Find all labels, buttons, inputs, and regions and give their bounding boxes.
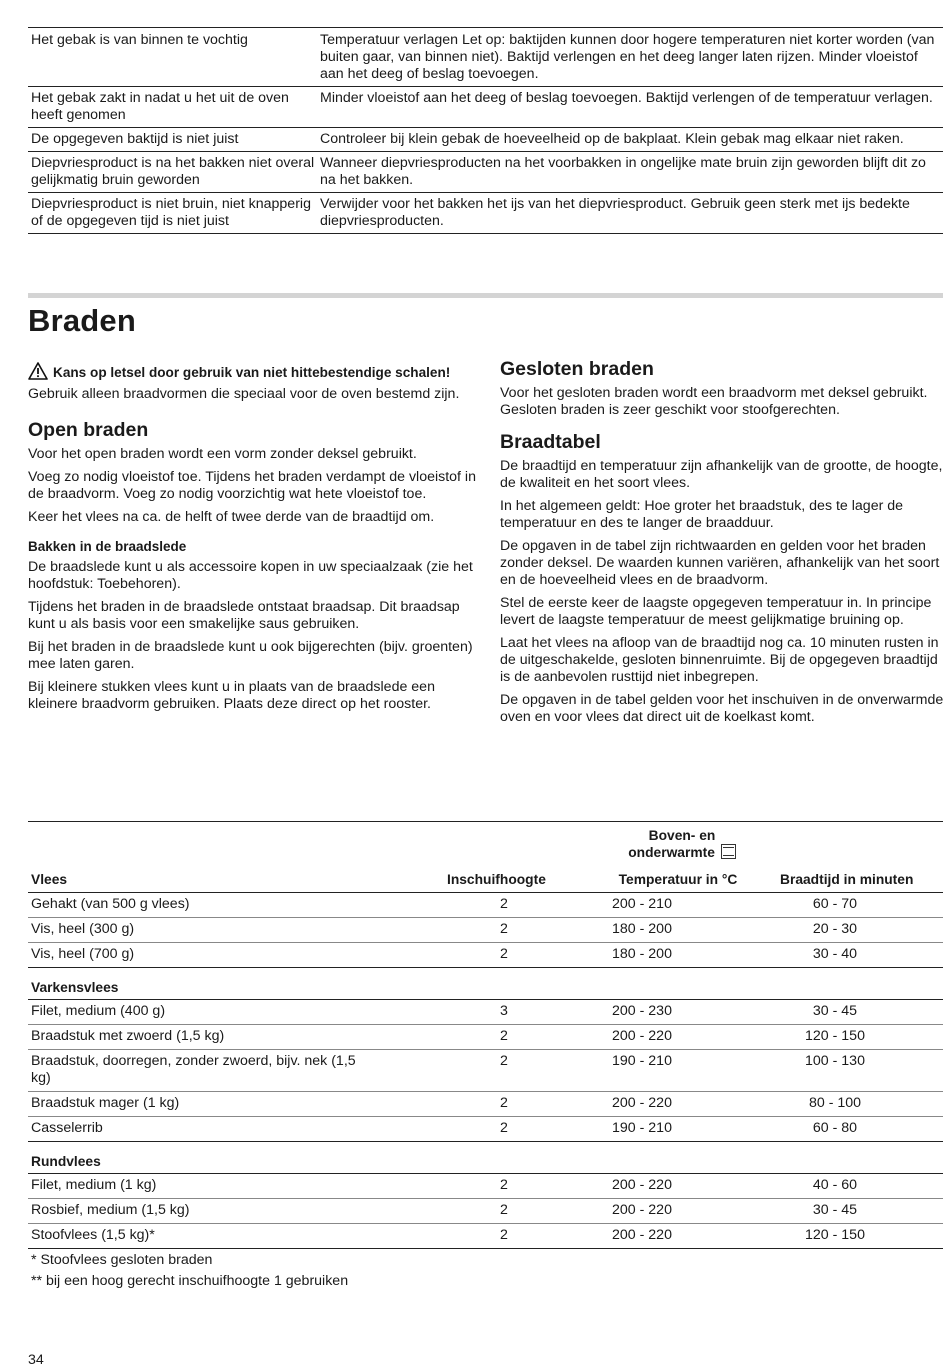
heating-mode-label: Boven- en onderwarmte bbox=[628, 828, 716, 860]
warning-text: Gebruik alleen braadvormen die speciaal voor de oven bestemd zijn. bbox=[28, 386, 460, 402]
meat-cell: Filet, medium (1 kg) bbox=[31, 1177, 157, 1193]
time-cell: 120 - 150 bbox=[805, 1028, 865, 1044]
shelf-cell: 2 bbox=[500, 946, 508, 962]
time-cell: 30 - 45 bbox=[812, 1202, 858, 1218]
meat-cell: Braadstuk mager (1 kg) bbox=[31, 1095, 180, 1111]
temperature-cell: 200 - 220 bbox=[612, 1202, 672, 1218]
temperature-cell: 200 - 220 bbox=[612, 1028, 672, 1044]
paragraph: Stel de eerste keer de laagste opgegeven temperatuur in. In principe levert de laagste temperatuur de meest gelijkmatige bruining op. bbox=[500, 595, 932, 628]
time-cell: 30 - 45 bbox=[812, 1003, 858, 1019]
shelf-cell: 2 bbox=[500, 1202, 508, 1218]
table-row bbox=[28, 893, 943, 918]
table-row bbox=[28, 1224, 943, 1249]
meat-cell: Stoofvlees (1,5 kg)* bbox=[31, 1227, 155, 1243]
warning-heading bbox=[28, 362, 476, 384]
temperature-cell: 200 - 210 bbox=[612, 896, 672, 912]
table-row bbox=[28, 1199, 943, 1224]
temperature-cell: 180 - 200 bbox=[612, 946, 672, 962]
solution-cell: Minder vloeistof aan het deeg of beslag toevoegen. Baktijd verlengen of de temperatuur verlagen. bbox=[320, 90, 933, 106]
shelf-cell: 2 bbox=[500, 1053, 508, 1069]
shelf-cell: 3 bbox=[500, 1003, 508, 1019]
table-row bbox=[28, 128, 943, 152]
table-row bbox=[28, 918, 943, 943]
meat-cell: Filet, medium (400 g) bbox=[31, 1003, 166, 1019]
time-cell: 100 - 130 bbox=[805, 1053, 865, 1069]
warning-triangle-icon bbox=[28, 362, 48, 384]
shelf-cell: 2 bbox=[500, 1095, 508, 1111]
temperature-cell: 200 - 230 bbox=[612, 1003, 672, 1019]
shelf-cell: 2 bbox=[500, 896, 508, 912]
problem-cell: Het gebak is van binnen te vochtig bbox=[31, 32, 248, 48]
paragraph: Laat het vlees na afloop van de braadtijd nog ca. 10 minuten rusten in de uitgeschakelde, gesloten binnenruimte. Bij de opgegeven braadtijd is de aanbevolen rusttijd niet inbegrepen. bbox=[500, 635, 939, 685]
heading-gesloten-braden: Gesloten braden bbox=[500, 358, 654, 380]
temperature-cell: 190 - 210 bbox=[612, 1053, 672, 1069]
problem-cell: Diepvriesproduct is na het bakken niet overal gelijkmatig bruin geworden bbox=[31, 155, 315, 188]
header-vlees: Vlees bbox=[31, 872, 68, 887]
shelf-cell: 2 bbox=[500, 921, 508, 937]
problem-cell: Diepvriesproduct is niet bruin, niet knapperig of de opgegeven tijd is niet juist bbox=[31, 196, 311, 229]
header-braadtijd: Braadtijd in minuten bbox=[780, 872, 914, 887]
time-cell: 60 - 70 bbox=[812, 896, 858, 912]
table-row bbox=[28, 943, 943, 968]
header-inschuifhoogte: Inschuifhoogte bbox=[447, 872, 546, 887]
meat-cell: Vis, heel (300 g) bbox=[31, 921, 135, 937]
heading-open-braden: Open braden bbox=[28, 419, 149, 441]
table-row bbox=[28, 87, 943, 128]
paragraph: Voor het open braden wordt een vorm zonder deksel gebruikt. bbox=[28, 446, 417, 462]
group-heading-varkensvlees: Varkensvlees bbox=[28, 968, 943, 1000]
table-row bbox=[28, 152, 943, 193]
heading-braadslede: Bakken in de braadslede bbox=[28, 539, 187, 554]
paragraph: Voeg zo nodig vloeistof toe. Tijdens het braden verdampt de vloeistof in de braadvorm. Voeg zo nodig voorzichtig wat hete vloeistof toe. bbox=[28, 469, 476, 502]
solution-cell: Wanneer diepvriesproducten na het voorbakken in ongelijke mate bruin zijn geworden blijft dit zo na het bakken. bbox=[320, 155, 926, 188]
temperature-cell: 190 - 210 bbox=[612, 1120, 672, 1136]
table-row bbox=[28, 1025, 943, 1050]
left-column bbox=[28, 362, 476, 719]
warning-title: Kans op letsel door gebruik van niet hittebestendige schalen! bbox=[53, 365, 451, 380]
meat-cell: Braadstuk met zwoerd (1,5 kg) bbox=[31, 1028, 225, 1044]
paragraph: Bij het braden in de braadslede kunt u ook bijgerechten (bijv. groenten) mee laten garen. bbox=[28, 639, 473, 672]
time-cell: 60 - 80 bbox=[812, 1120, 858, 1136]
time-cell: 20 - 30 bbox=[812, 921, 858, 937]
table-row bbox=[28, 1092, 943, 1117]
time-cell: 40 - 60 bbox=[812, 1177, 858, 1193]
table-row bbox=[28, 28, 943, 87]
right-column bbox=[500, 358, 945, 732]
table-row bbox=[28, 193, 943, 234]
solution-cell: Temperatuur verlagen Let op: baktijden kunnen door hogere temperaturen niet korter worden (van buiten gaar, van binnen niet). Baktijd verlengen en het deeg langer laten rijzen. Minder vloeistof aan het deeg of beslag toevoegen. bbox=[320, 32, 935, 82]
meat-cell: Braadstuk, doorregen, zonder zwoerd, bijv. nek (1,5 kg) bbox=[31, 1053, 356, 1086]
section-divider bbox=[28, 293, 943, 298]
time-cell: 80 - 100 bbox=[808, 1095, 862, 1111]
table-header bbox=[28, 822, 943, 893]
meat-cell: Casselerrib bbox=[31, 1120, 103, 1136]
paragraph: Tijdens het braden in de braadslede ontstaat braadsap. Dit braadsap kunt u als basis voor een smakelijke saus gebruiken. bbox=[28, 599, 460, 632]
roast-table bbox=[28, 821, 943, 1249]
troubleshooting-table bbox=[28, 27, 943, 234]
group-heading-rundvlees: Rundvlees bbox=[28, 1142, 943, 1174]
paragraph: De braadslede kunt u als accessoire kopen in uw speciaalzaak (zie het hoofdstuk: Toebehoren). bbox=[28, 559, 473, 592]
problem-cell: Het gebak zakt in nadat u het uit de oven heeft genomen bbox=[31, 90, 289, 123]
table-row bbox=[28, 1174, 943, 1199]
solution-cell: Verwijder voor het bakken het ijs van het diepvriesproduct. Gebruik geen sterk met ijs bedekte diepvriesproducten. bbox=[320, 196, 910, 229]
solution-cell: Controleer bij klein gebak de hoeveelheid op de bakplaat. Klein gebak mag elkaar niet raken. bbox=[320, 131, 904, 147]
temperature-cell: 200 - 220 bbox=[612, 1095, 672, 1111]
header-heating-mode bbox=[622, 827, 742, 861]
problem-cell: De opgegeven baktijd is niet juist bbox=[31, 131, 239, 147]
paragraph: De opgaven in de tabel gelden voor het inschuiven in de onverwarmde oven en voor vlees dat direct uit de koelkast komt. bbox=[500, 692, 944, 725]
paragraph: Bij kleinere stukken vlees kunt u in plaats van de braadslede een kleinere braadvorm gebruiken. Plaats deze direct op het rooster. bbox=[28, 679, 435, 712]
paragraph: Voor het gesloten braden wordt een braadvorm met deksel gebruikt. Gesloten braden is zeer geschikt voor stoofgerechten. bbox=[500, 385, 928, 418]
table-row bbox=[28, 1000, 943, 1025]
footnote: ** bij een hoog gerecht inschuifhoogte 1 gebruiken bbox=[31, 1273, 349, 1289]
footnote: * Stoofvlees gesloten braden bbox=[31, 1252, 213, 1268]
paragraph: De opgaven in de tabel zijn richtwaarden en gelden voor het braden zonder deksel. De waarden kunnen variëren, afhankelijk van het soort en de hoeveelheid vlees en de braadvorm. bbox=[500, 538, 940, 588]
paragraph: Keer het vlees na ca. de helft of twee derde van de braadtijd om. bbox=[28, 509, 435, 525]
shelf-cell: 2 bbox=[500, 1227, 508, 1243]
meat-cell: Gehakt (van 500 g vlees) bbox=[31, 896, 190, 912]
section-title: Braden bbox=[28, 303, 137, 338]
page-number: 34 bbox=[28, 1352, 44, 1368]
temperature-cell: 180 - 200 bbox=[612, 921, 672, 937]
top-bottom-heat-icon bbox=[721, 844, 736, 859]
meat-cell: Vis, heel (700 g) bbox=[31, 946, 135, 962]
paragraph: De braadtijd en temperatuur zijn afhankelijk van de grootte, de hoogte, de kwaliteit en het soort vlees. bbox=[500, 458, 943, 491]
table-row bbox=[28, 1117, 943, 1142]
heading-braadtabel: Braadtabel bbox=[500, 431, 601, 453]
shelf-cell: 2 bbox=[500, 1028, 508, 1044]
time-cell: 120 - 150 bbox=[805, 1227, 865, 1243]
shelf-cell: 2 bbox=[500, 1177, 508, 1193]
paragraph: In het algemeen geldt: Hoe groter het braadstuk, des te lager de temperatuur en des te langer de braadduur. bbox=[500, 498, 904, 531]
temperature-cell: 200 - 220 bbox=[612, 1177, 672, 1193]
header-temperatuur: Temperatuur in °C bbox=[618, 872, 738, 887]
table-row bbox=[28, 1050, 943, 1092]
shelf-cell: 2 bbox=[500, 1120, 508, 1136]
temperature-cell: 200 - 220 bbox=[612, 1227, 672, 1243]
meat-cell: Rosbief, medium (1,5 kg) bbox=[31, 1202, 190, 1218]
time-cell: 30 - 40 bbox=[812, 946, 858, 962]
